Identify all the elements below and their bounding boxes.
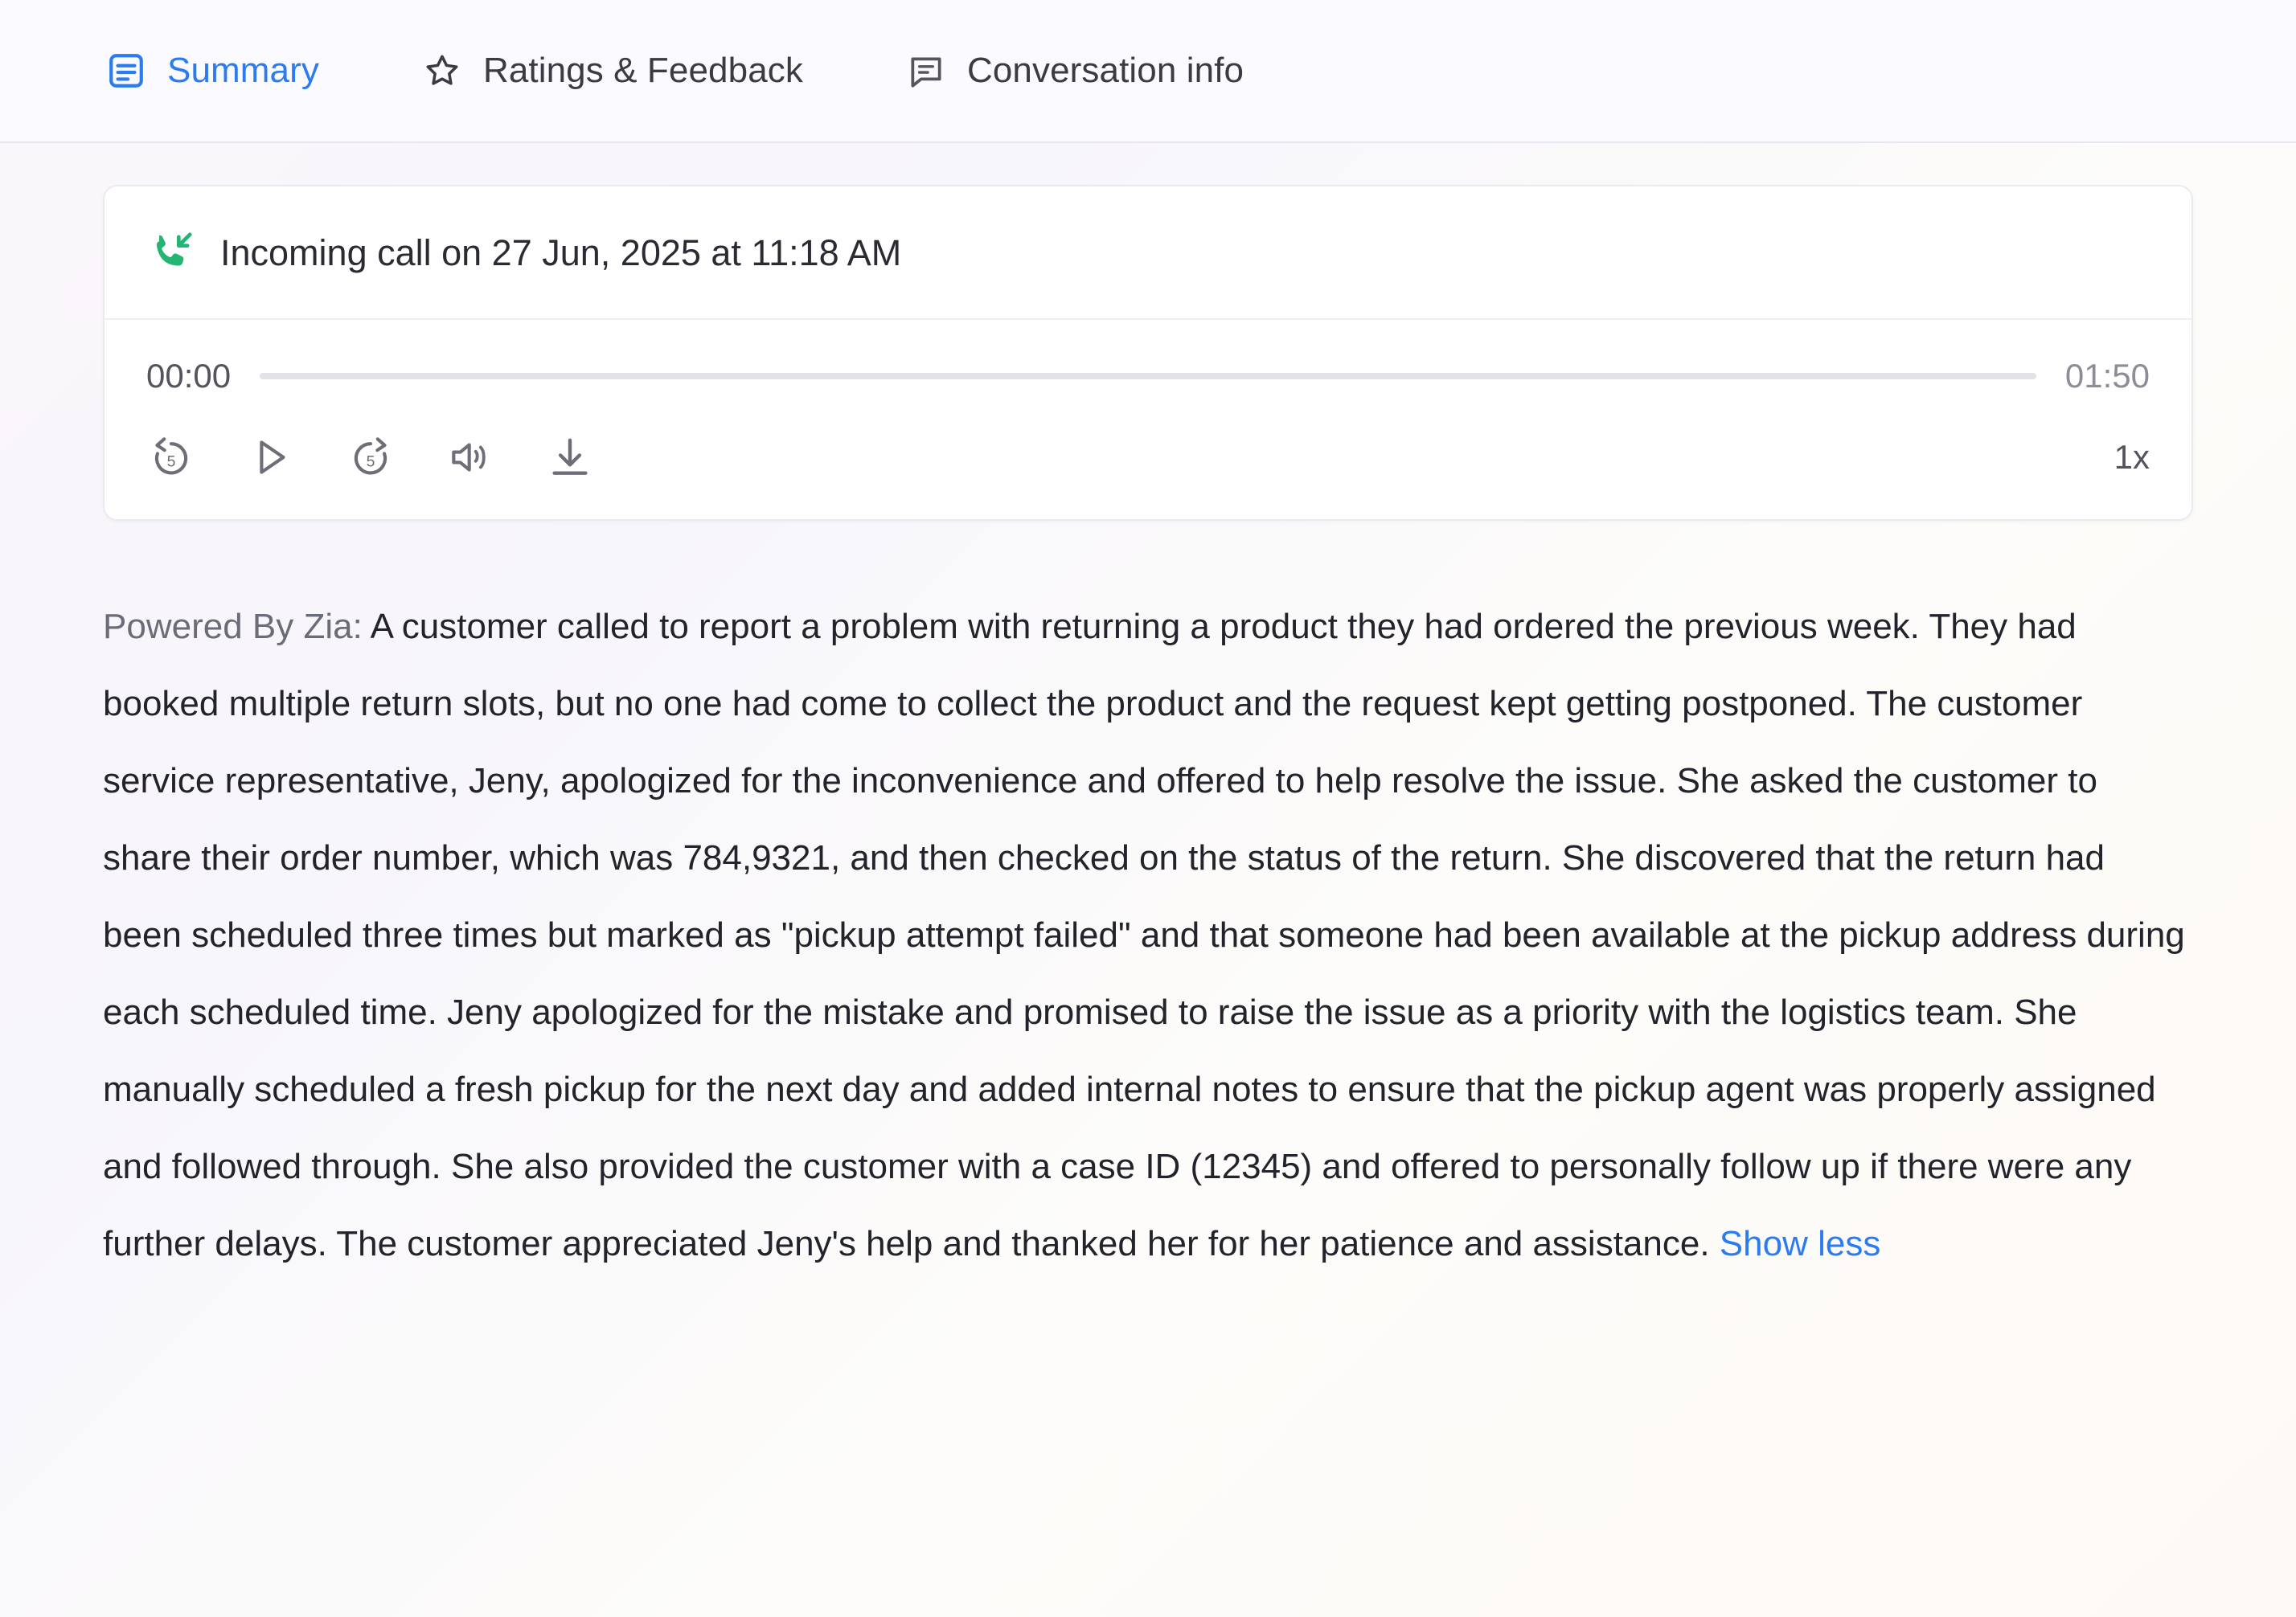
tab-conversation-info[interactable] xyxy=(903,43,1247,99)
player-controls-row xyxy=(146,432,2150,482)
tab-conversation-info-label: Conversation info xyxy=(966,51,1244,90)
tab-ratings-feedback-label: Ratings & Feedback xyxy=(482,51,803,90)
call-header xyxy=(105,186,2191,320)
tab-bar xyxy=(0,0,2296,143)
download-icon[interactable] xyxy=(545,432,595,482)
current-time: 00:00 xyxy=(146,357,232,395)
summary-text xyxy=(103,588,2193,1283)
volume-icon[interactable] xyxy=(445,432,495,482)
star-icon xyxy=(422,51,462,91)
tab-ratings-feedback[interactable] xyxy=(419,43,806,99)
audio-player xyxy=(105,320,2191,519)
play-icon[interactable] xyxy=(246,432,296,482)
rewind-5-icon[interactable] xyxy=(146,432,196,482)
tab-summary[interactable] xyxy=(103,43,322,99)
playback-speed[interactable]: 1x xyxy=(2114,438,2150,476)
incoming-call-icon xyxy=(146,228,196,278)
forward-5-icon[interactable] xyxy=(346,432,396,482)
call-recording-card xyxy=(103,185,2193,521)
svg-text:5: 5 xyxy=(166,452,176,471)
chat-bubble-icon xyxy=(906,51,946,91)
summary-document-icon xyxy=(106,51,146,91)
powered-by-label: Powered By Zia: xyxy=(103,607,363,646)
show-less-link[interactable]: Show less xyxy=(1719,1224,1881,1263)
total-time: 01:50 xyxy=(2064,357,2150,395)
content-area xyxy=(0,143,2296,1617)
progress-slider[interactable] xyxy=(260,373,2036,379)
player-progress-row xyxy=(146,357,2150,395)
svg-text:5: 5 xyxy=(366,452,375,471)
tab-summary-label: Summary xyxy=(167,51,319,90)
summary-body: A customer called to report a problem with returning a product they had ordered the previous week. They had booked multiple return slots, but no one had come to collect the product and the request kept getting postponed. The customer service representative, Jeny, apologized for the inconvenience and offered to help resolve the issue. She asked the customer to share their order number, which was 784,9321, and then checked on the status of the return. She discovered that the return had been scheduled three times but marked as "pickup attempt failed" and that someone had been available at the pickup address during each scheduled time. Jeny apologized for the mistake and promised to raise the issue as a priority with the logistics team. She manually scheduled a fresh pickup for the next day and added internal notes to ensure that the pickup agent was properly assigned and followed through. She also provided the customer with a case ID (12345) and offered to personally follow up if there were any further delays. The customer appreciated Jeny's help and thanked her for her patience and assistance. xyxy=(103,607,2185,1263)
call-title: Incoming call on 27 Jun, 2025 at 11:18 AM xyxy=(220,232,902,273)
